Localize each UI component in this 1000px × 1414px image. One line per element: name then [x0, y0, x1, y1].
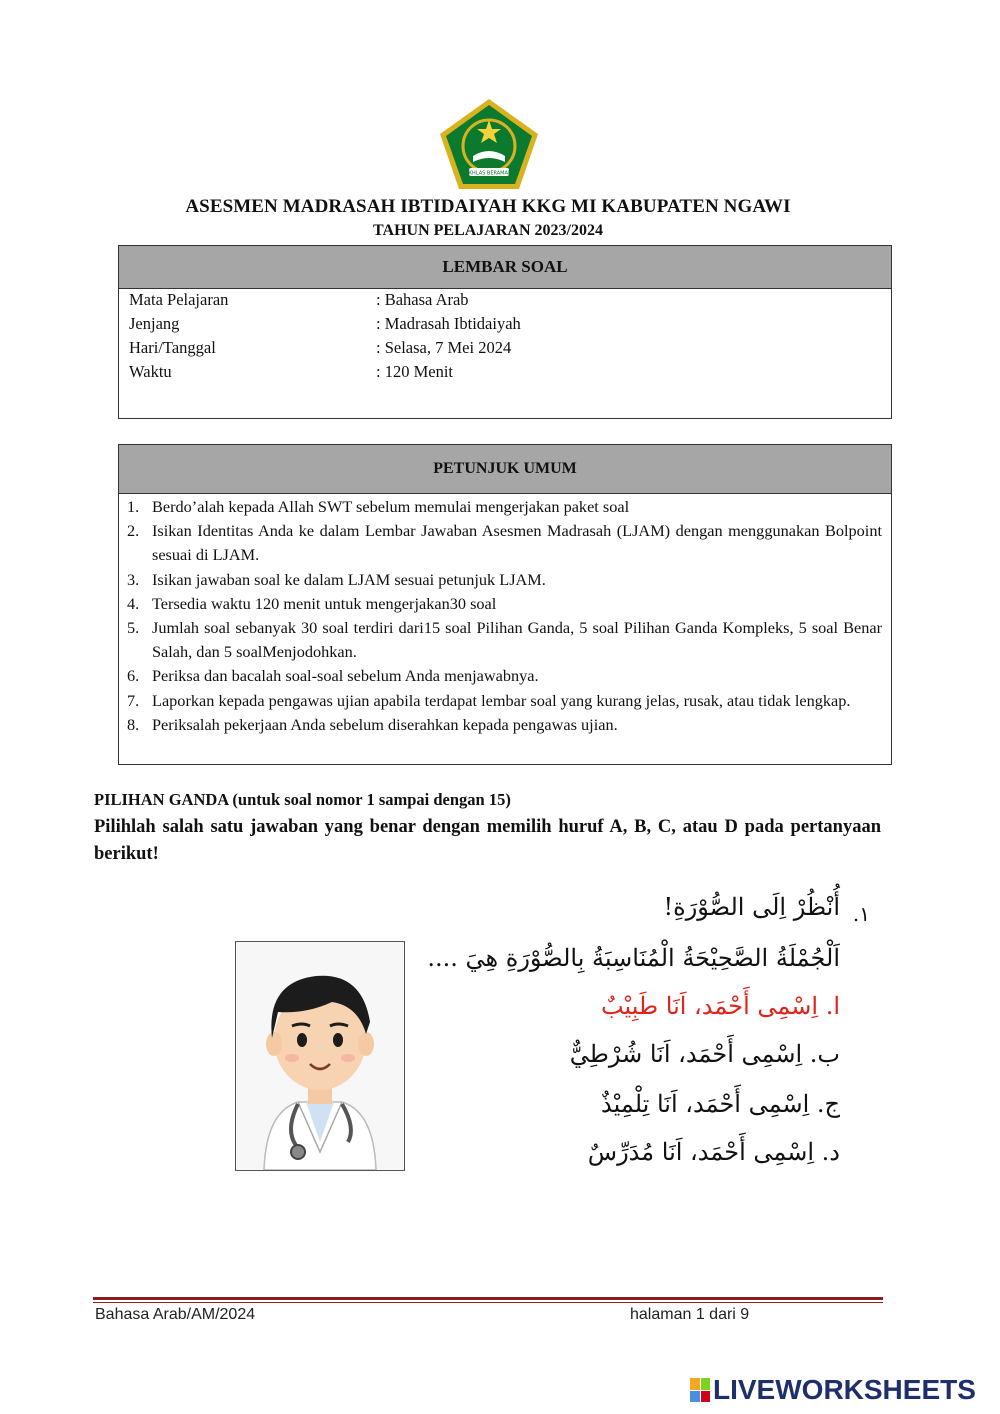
question-prompt: أُنْظُرْ اِلَى الصُّوْرَةِ! [663, 893, 840, 921]
info-row-date [129, 336, 511, 360]
info-label: Mata Pelajaran [129, 290, 229, 309]
instruction-item: 6. Periksa dan bacalah soal-soal sebelum Anda menjawabnya. [127, 666, 539, 686]
info-label: Waktu [129, 362, 172, 381]
info-row-subject [129, 288, 469, 312]
ministry-logo [437, 96, 541, 192]
instruction-item: 7. Laporkan kepada pengawas ujian apabila terdapat lembar soal yang kurang jelas, rusak, atau tidak lengkap. [127, 690, 851, 710]
info-row-time [129, 360, 453, 384]
multiple-choice-heading: PILIHAN GANDA (untuk soal nomor 1 sampai dengan 15) [94, 790, 511, 809]
question-sheet-heading: LEMBAR SOAL [119, 246, 891, 289]
question-sheet-info-box [118, 245, 892, 419]
instruction-item: 1. Berdo’alah kepada Allah SWT sebelum memulai mengerjakan paket soal [127, 497, 630, 516]
footer-document-code: Bahasa Arab/AM/2024 [95, 1306, 256, 1323]
question-stem: اَلْجُمْلَةُ الصَّحِيْحَةُ الْمُنَاسِبَةُ بِالصُّوْرَةِ هِيَ .... [427, 944, 840, 972]
liveworksheets-logo-icon [690, 1378, 710, 1402]
general-instructions-heading: PETUNJUK UMUM [119, 445, 891, 494]
info-row-level [129, 312, 521, 336]
info-label: Hari/Tanggal [129, 338, 216, 357]
svg-text:IKHLAS BERAMAL: IKHLAS BERAMAL [467, 170, 511, 177]
multiple-choice-instruction: Pilihlah salah satu jawaban yang benar dengan memilih huruf A, B, C, atau D pada pertanyaan berikut! [94, 817, 881, 864]
info-value: : 120 Menit [376, 362, 453, 381]
doctor-illustration-icon [236, 942, 404, 1170]
info-value: : Bahasa Arab [376, 290, 469, 309]
assessment-title: ASESMEN MADRASAH IBTIDAIYAH KKG MI KABUPATEN NGAWI [185, 196, 791, 217]
info-label: Jenjang [129, 314, 180, 333]
footer-page-number: halaman 1 dari 9 [630, 1306, 750, 1323]
instruction-item: 3. Isikan jawaban soal ke dalam LJAM sesuai petunjuk LJAM. [127, 569, 546, 589]
answer-option-a[interactable]: ا. اِسْمِى أَحْمَد، اَنَا طَبِيْبٌ [600, 992, 840, 1020]
instructions-list [127, 495, 882, 737]
academic-year: TAHUN PELAJARAN 2023/2024 [373, 222, 603, 239]
general-instructions-box [118, 444, 892, 765]
info-value: : Madrasah Ibtidaiyah [376, 314, 521, 333]
instruction-item: 2. Isikan Identitas Anda ke dalam Lembar Jawaban Asesmen Madrasah (LJAM) dengan menggunakan Bolpoint sesuai di LJAM. [127, 521, 882, 565]
watermark-text: LIVEWORKSHEETS [713, 1374, 976, 1405]
footer-divider [93, 1297, 883, 1300]
instruction-item: 5. Jumlah soal sebanyak 30 soal terdiri dari15 soal Pilihan Ganda, 5 soal Pilihan Ganda Kompleks, 5 soal Benar Salah, dan 5 soalMenjodohkan. [127, 618, 882, 662]
liveworksheets-watermark [690, 1373, 976, 1407]
footer-divider-thin [93, 1302, 883, 1303]
info-value: : Selasa, 7 Mei 2024 [376, 338, 512, 357]
doctor-picture [235, 941, 405, 1171]
answer-option-b[interactable]: ب. اِسْمِى أَحْمَد، اَنَا شُرْطِيٌّ [569, 1040, 840, 1068]
instruction-item: 8. Periksalah pekerjaan Anda sebelum diserahkan kepada pengawas ujian. [127, 714, 618, 734]
answer-option-d[interactable]: د. اِسْمِى أَحْمَد، اَنَا مُدَرِّسٌ [587, 1138, 840, 1166]
instruction-item: 4. Tersedia waktu 120 menit untuk mengerjakan30 soal [127, 593, 497, 613]
answer-option-c[interactable]: ج. اِسْمِى أَحْمَد، اَنَا تِلْمِيْذٌ [600, 1090, 840, 1118]
question-number: ١. [852, 902, 870, 926]
